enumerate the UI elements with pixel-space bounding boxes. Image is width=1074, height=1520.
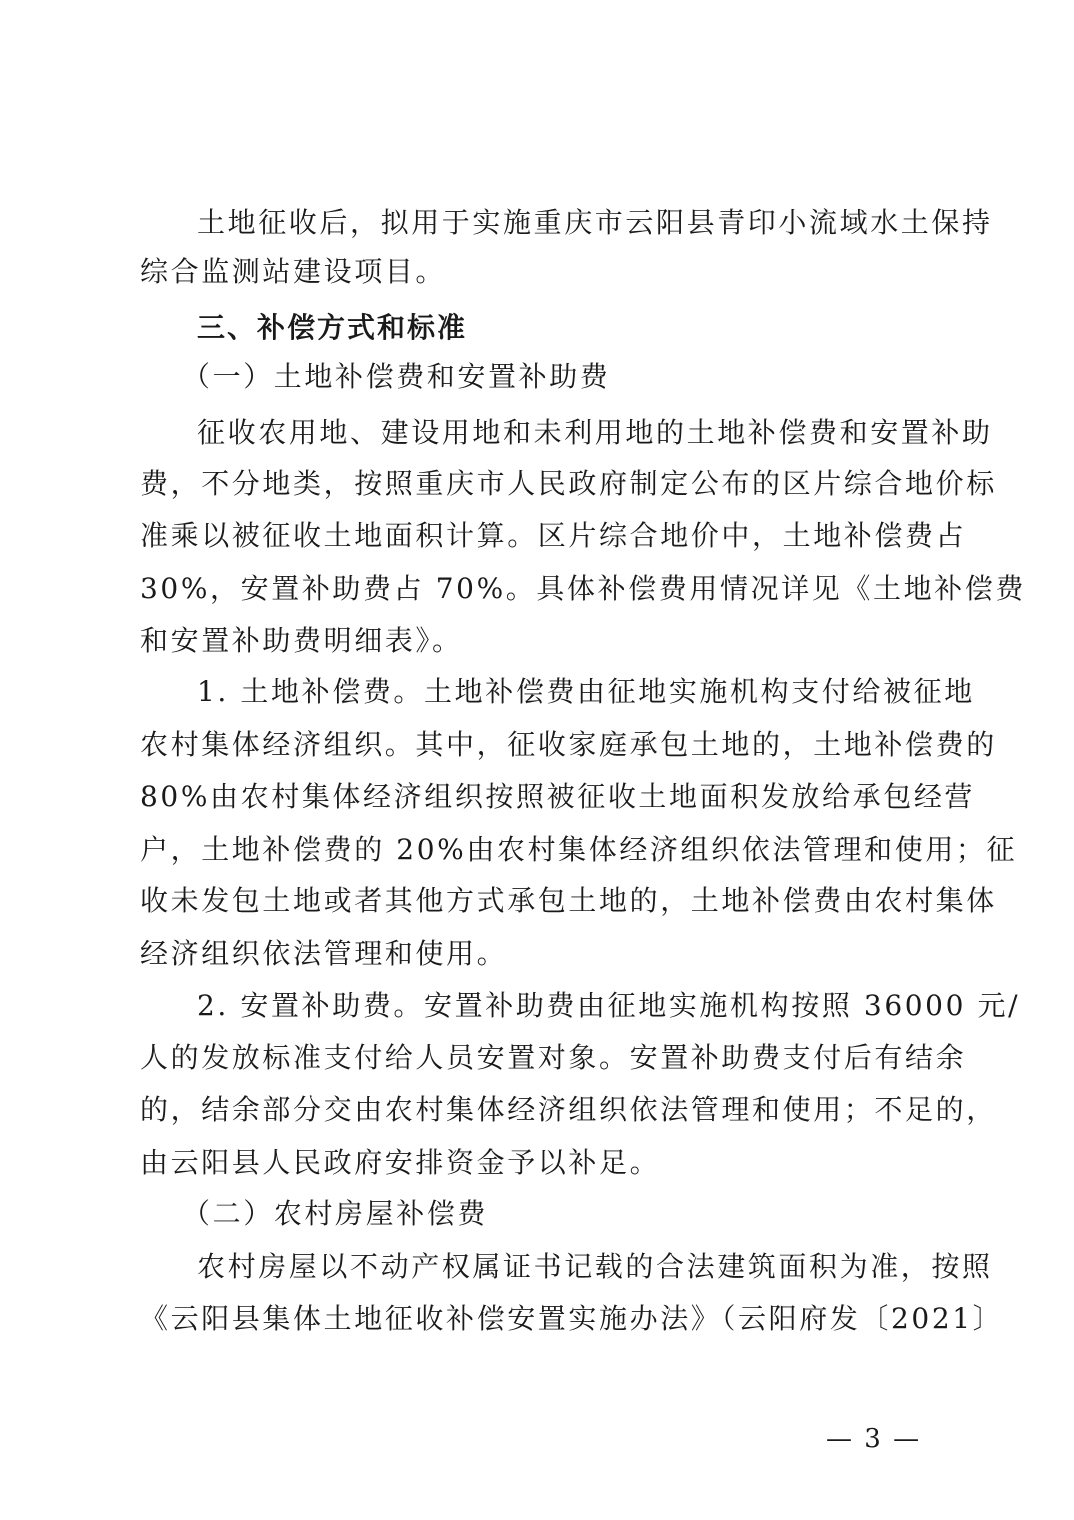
paragraph-line-7: 准乘以被征收土地面积计算。区片综合地价中，土地补偿费占 (140, 519, 967, 552)
paragraph-line-8: 30%，安置补助费占 70%。具体补偿费用情况详见《土地补偿费 (140, 572, 1026, 605)
paragraph-line-18: 的，结余部分交由农村集体经济组织依法管理和使用；不足的， (140, 1093, 997, 1126)
subsection-heading-house-compensation: （二）农村房屋补偿费 (182, 1197, 489, 1230)
paragraph-line-2: 综合监测站建设项目。 (140, 255, 447, 288)
paragraph-line-21: 农村房屋以不动产权属证书记载的合法建筑面积为准，按照 (197, 1250, 993, 1283)
paragraph-line-5: 征收农用地、建设用地和未利用地的土地补偿费和安置补助 (197, 416, 993, 449)
paragraph-line-6: 费，不分地类，按照重庆市人民政府制定公布的区片综合地价标 (140, 467, 997, 500)
paragraph-line-12: 80%由农村集体经济组织按照被征收土地面积发放给承包经营 (140, 780, 976, 813)
paragraph-line-17: 人的发放标准支付给人员安置对象。安置补助费支付后有结余 (140, 1041, 967, 1074)
paragraph-line-22: 《云阳县集体土地征收补偿安置实施办法》（云阳府发〔2021〕 (140, 1302, 1004, 1335)
paragraph-line-10: 1. 土地补偿费。土地补偿费由征地实施机构支付给被征地 (197, 675, 975, 708)
paragraph-line-1: 土地征收后，拟用于实施重庆市云阳县青印小流域水土保持 (197, 206, 993, 239)
paragraph-line-9: 和安置补助费明细表》。 (140, 624, 463, 657)
section-heading-compensation: 三、补偿方式和标准 (197, 311, 468, 344)
paragraph-line-19: 由云阳县人民政府安排资金予以补足。 (140, 1146, 661, 1179)
paragraph-line-16: 2. 安置补助费。安置补助费由征地实施机构按照 36000 元/ (197, 989, 1021, 1022)
paragraph-line-11: 农村集体经济组织。其中，征收家庭承包土地的，土地补偿费的 (140, 728, 997, 761)
page-number: — 3 — (826, 1424, 922, 1454)
paragraph-line-15: 经济组织依法管理和使用。 (140, 937, 508, 970)
subsection-heading-land-compensation: （一）土地补偿费和安置补助费 (182, 360, 611, 393)
paragraph-line-13: 户，土地补偿费的 20%由农村集体经济组织依法管理和使用；征 (140, 833, 1018, 866)
paragraph-line-14: 收未发包土地或者其他方式承包土地的，土地补偿费由农村集体 (140, 884, 997, 917)
